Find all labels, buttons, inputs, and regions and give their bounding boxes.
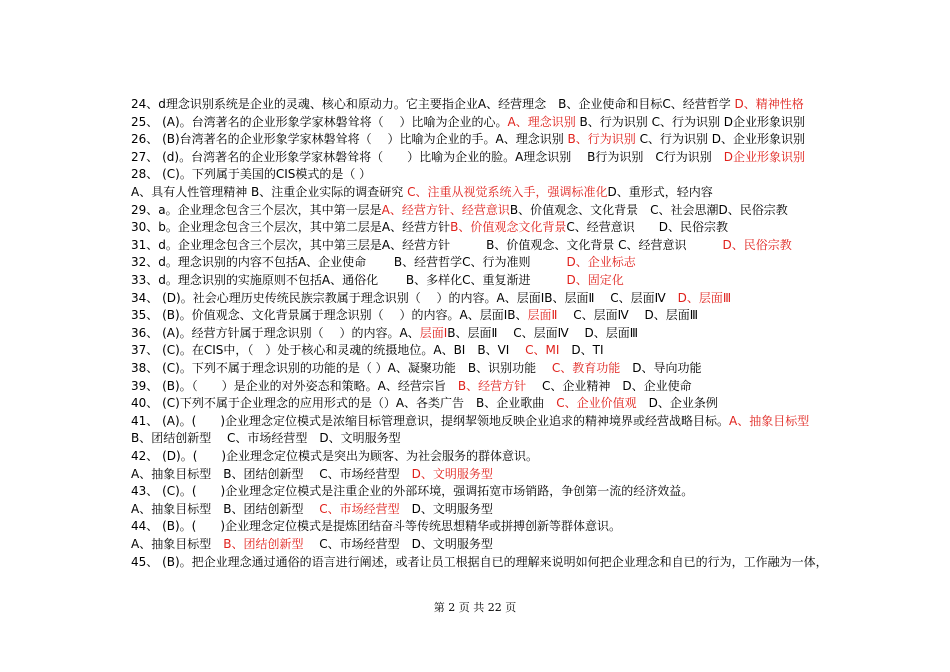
question-text: C、经营意识 D、民俗宗教 (566, 220, 728, 235)
answer-text: B、团结创新型 (223, 537, 304, 551)
question-text: B、层面Ⅱ C、层面Ⅳ D、层面Ⅲ (447, 325, 638, 340)
answer-text: 层面Ⅰ (419, 325, 448, 340)
question-line (131, 342, 931, 358)
page-footer: 第 2 页 共 22 页 (433, 601, 517, 614)
answer-text: 层面Ⅱ (527, 308, 558, 323)
question-text: D、企业条例 (636, 396, 718, 411)
question-line (131, 518, 931, 534)
question-text: 33、d。理念识别的实施原则不包括A、通俗化 B、多样化C、重复渐进 (131, 273, 567, 287)
question-line (131, 219, 931, 235)
question-text: C、行为识别 D、企业形象识别 (635, 132, 806, 147)
answer-text: B、价值观念文化背景 (450, 220, 567, 235)
answer-text: D、企业标志 (566, 255, 636, 270)
question-line (131, 378, 931, 394)
question-text: A、具有人性管理精神 B、注重企业实际的调查研究 (131, 185, 408, 199)
question-line (131, 536, 931, 552)
question-line (131, 202, 931, 218)
question-text: C、层面Ⅳ D、层面Ⅲ (557, 308, 699, 323)
question-text: 35、 (B)。价值观念、文化背景属于理念识别（ ）的内容。A、层面ⅠB、 (131, 308, 528, 323)
question-text: 29、a。企业理念包含三个层次，其中第一层是 (131, 202, 382, 217)
question-line (131, 272, 931, 288)
question-text: D、文明服务型 (399, 501, 493, 516)
question-text: 31、d。企业理念包含三个层次，其中第三层是A、经营方针 B、价值观念、文化背景 C、经营意识 (131, 237, 723, 252)
question-text: B、行为识别 C、行为识别 D企业形象识别 (575, 114, 805, 129)
answer-text: D、民俗宗教 (722, 237, 792, 252)
question-text: 43、 (C)。( )企业理念定位模式是注重企业的外部环境，强调拓宽市场销路，争创第一流的经济效益。 (131, 484, 694, 499)
question-line (131, 114, 931, 130)
question-text: B、团结创新型 C、市场经营型 D、文明服务型 (131, 431, 401, 446)
answer-text: C、市场经营型 (319, 501, 400, 516)
question-text: 30、b。企业理念包含三个层次，其中第二层是A、经营方针 (131, 220, 451, 235)
question-text: 28、 (C)。下列属于美国的CIS模式的是（ ） (131, 167, 372, 182)
question-text: D、导向功能 (620, 361, 702, 375)
answer-text: B、行为识别 (567, 132, 636, 147)
question-line (131, 184, 931, 200)
question-text: 41、 (A)。( )企业理念定位模式是浓缩目标管理意识，提纲挈领地反映企业追求的精神境界或经营战略目标。 (131, 413, 730, 428)
question-line (131, 290, 931, 306)
question-line (131, 307, 931, 323)
question-line (131, 501, 931, 517)
question-text: 36、 (A)。经营方针属于理念识别（ ）的内容。A、 (131, 325, 420, 340)
question-text: 40、 (C)下列不属于企业理念的应用形式的是（）A、各类广告 B、企业歌曲 (131, 396, 557, 411)
question-line (131, 413, 931, 429)
answer-text: D、固定化 (566, 273, 624, 287)
question-text: D、重形式，轻内容 (607, 185, 713, 199)
question-text: 45、 (B)。把企业理念通过通俗的语言进行阐述，或者让员工根据自已的理解来说明如何把企业理念和自已的行为，工作融为一体， (131, 554, 828, 569)
question-line (131, 360, 931, 376)
question-line (131, 96, 931, 112)
question-line (131, 166, 931, 182)
answer-text: C、教育功能 (551, 361, 621, 375)
question-text: A、抽象目标型 B、团结创新型 C、市场经营型 (131, 466, 412, 481)
answer-text: C、注重从视觉系统入手，强调标准化 (407, 185, 608, 199)
question-text: 25、 (A)。台湾著名的企业形象学家林磐耸将（ ）比喻为企业的心。 (131, 114, 508, 129)
question-line (131, 149, 931, 165)
answer-text: A、理念识别 (507, 114, 576, 129)
answer-text: D、精神性格 (734, 97, 804, 111)
question-text: 24、d理念识别系统是企业的灵魂、核心和原动力。它主要指企业A、经营理念 B、企业使命和目标C、经营哲学 (131, 97, 735, 111)
question-line (131, 237, 931, 253)
question-text: C、企业精神 D、企业使命 (526, 378, 692, 393)
answer-text: C、企业价值观 (556, 396, 637, 411)
question-text: 39、 (B)。（ ）是企业的对外姿态和策略。A、经营宗旨 (131, 378, 458, 393)
question-text: B、价值观念、文化背景 C、社会思潮D、民俗宗教 (509, 202, 788, 217)
question-text: D、TI (559, 343, 604, 358)
question-text: 44、 (B)。( )企业理念定位模式是提炼团结奋斗等传统思想精华或拼搏创新等群体意识。 (131, 519, 622, 534)
answer-text: A、经营方针、经营意识 (381, 202, 510, 217)
question-line (131, 325, 931, 341)
question-text: 32、d。理念识别的内容不包括A、企业使命 B、经营哲学C、行为准则 (131, 255, 567, 270)
answer-text: B、经营方针 (457, 378, 527, 393)
question-line (131, 395, 931, 411)
answer-text: D企业形象识别 (723, 149, 805, 164)
question-text: A、抽象目标型 B、团结创新型 (131, 501, 320, 516)
question-line (131, 466, 931, 482)
question-line (131, 448, 931, 464)
answer-text: D、文明服务型 (411, 466, 493, 481)
question-line (131, 430, 931, 446)
question-text: 27、 (d)。台湾著名的企业形象学家林磐耸将（ ）比喻为企业的脸。A理念识别 B行为识别 C行为识别 (131, 149, 724, 164)
question-text: 37、 (C)。在CIS中，（ ）处于核心和灵魂的统摄地位。A、BI B、VI (131, 343, 526, 358)
answer-text: C、MI (525, 343, 560, 358)
question-text: 34、 (D)。社会心理历史传统民族宗教属于理念识别（ ）的内容。A、层面ⅠB、层面Ⅱ C、层面Ⅳ (131, 290, 678, 305)
question-text: 42、 (D)。( )企业理念定位模式是突出为顾客、为社会服务的群体意识。 (131, 449, 539, 463)
question-text: 38、 (C)。下列不属于理念识别的功能的是（ ）A、凝聚功能 B、识别功能 (131, 361, 552, 375)
question-text: A、抽象目标型 (131, 537, 224, 551)
question-text: C、市场经营型 D、文明服务型 (303, 537, 493, 551)
question-line (131, 254, 931, 270)
question-line (131, 483, 931, 499)
answer-text: A、抽象目标型 (729, 413, 810, 428)
question-line (131, 554, 931, 570)
answer-text: D、层面Ⅲ (677, 290, 732, 305)
question-text: 26、 (B)台湾著名的企业形象学家林磐耸将（ ）比喻为企业的手。A、理念识别 (131, 132, 568, 147)
question-line (131, 131, 931, 147)
